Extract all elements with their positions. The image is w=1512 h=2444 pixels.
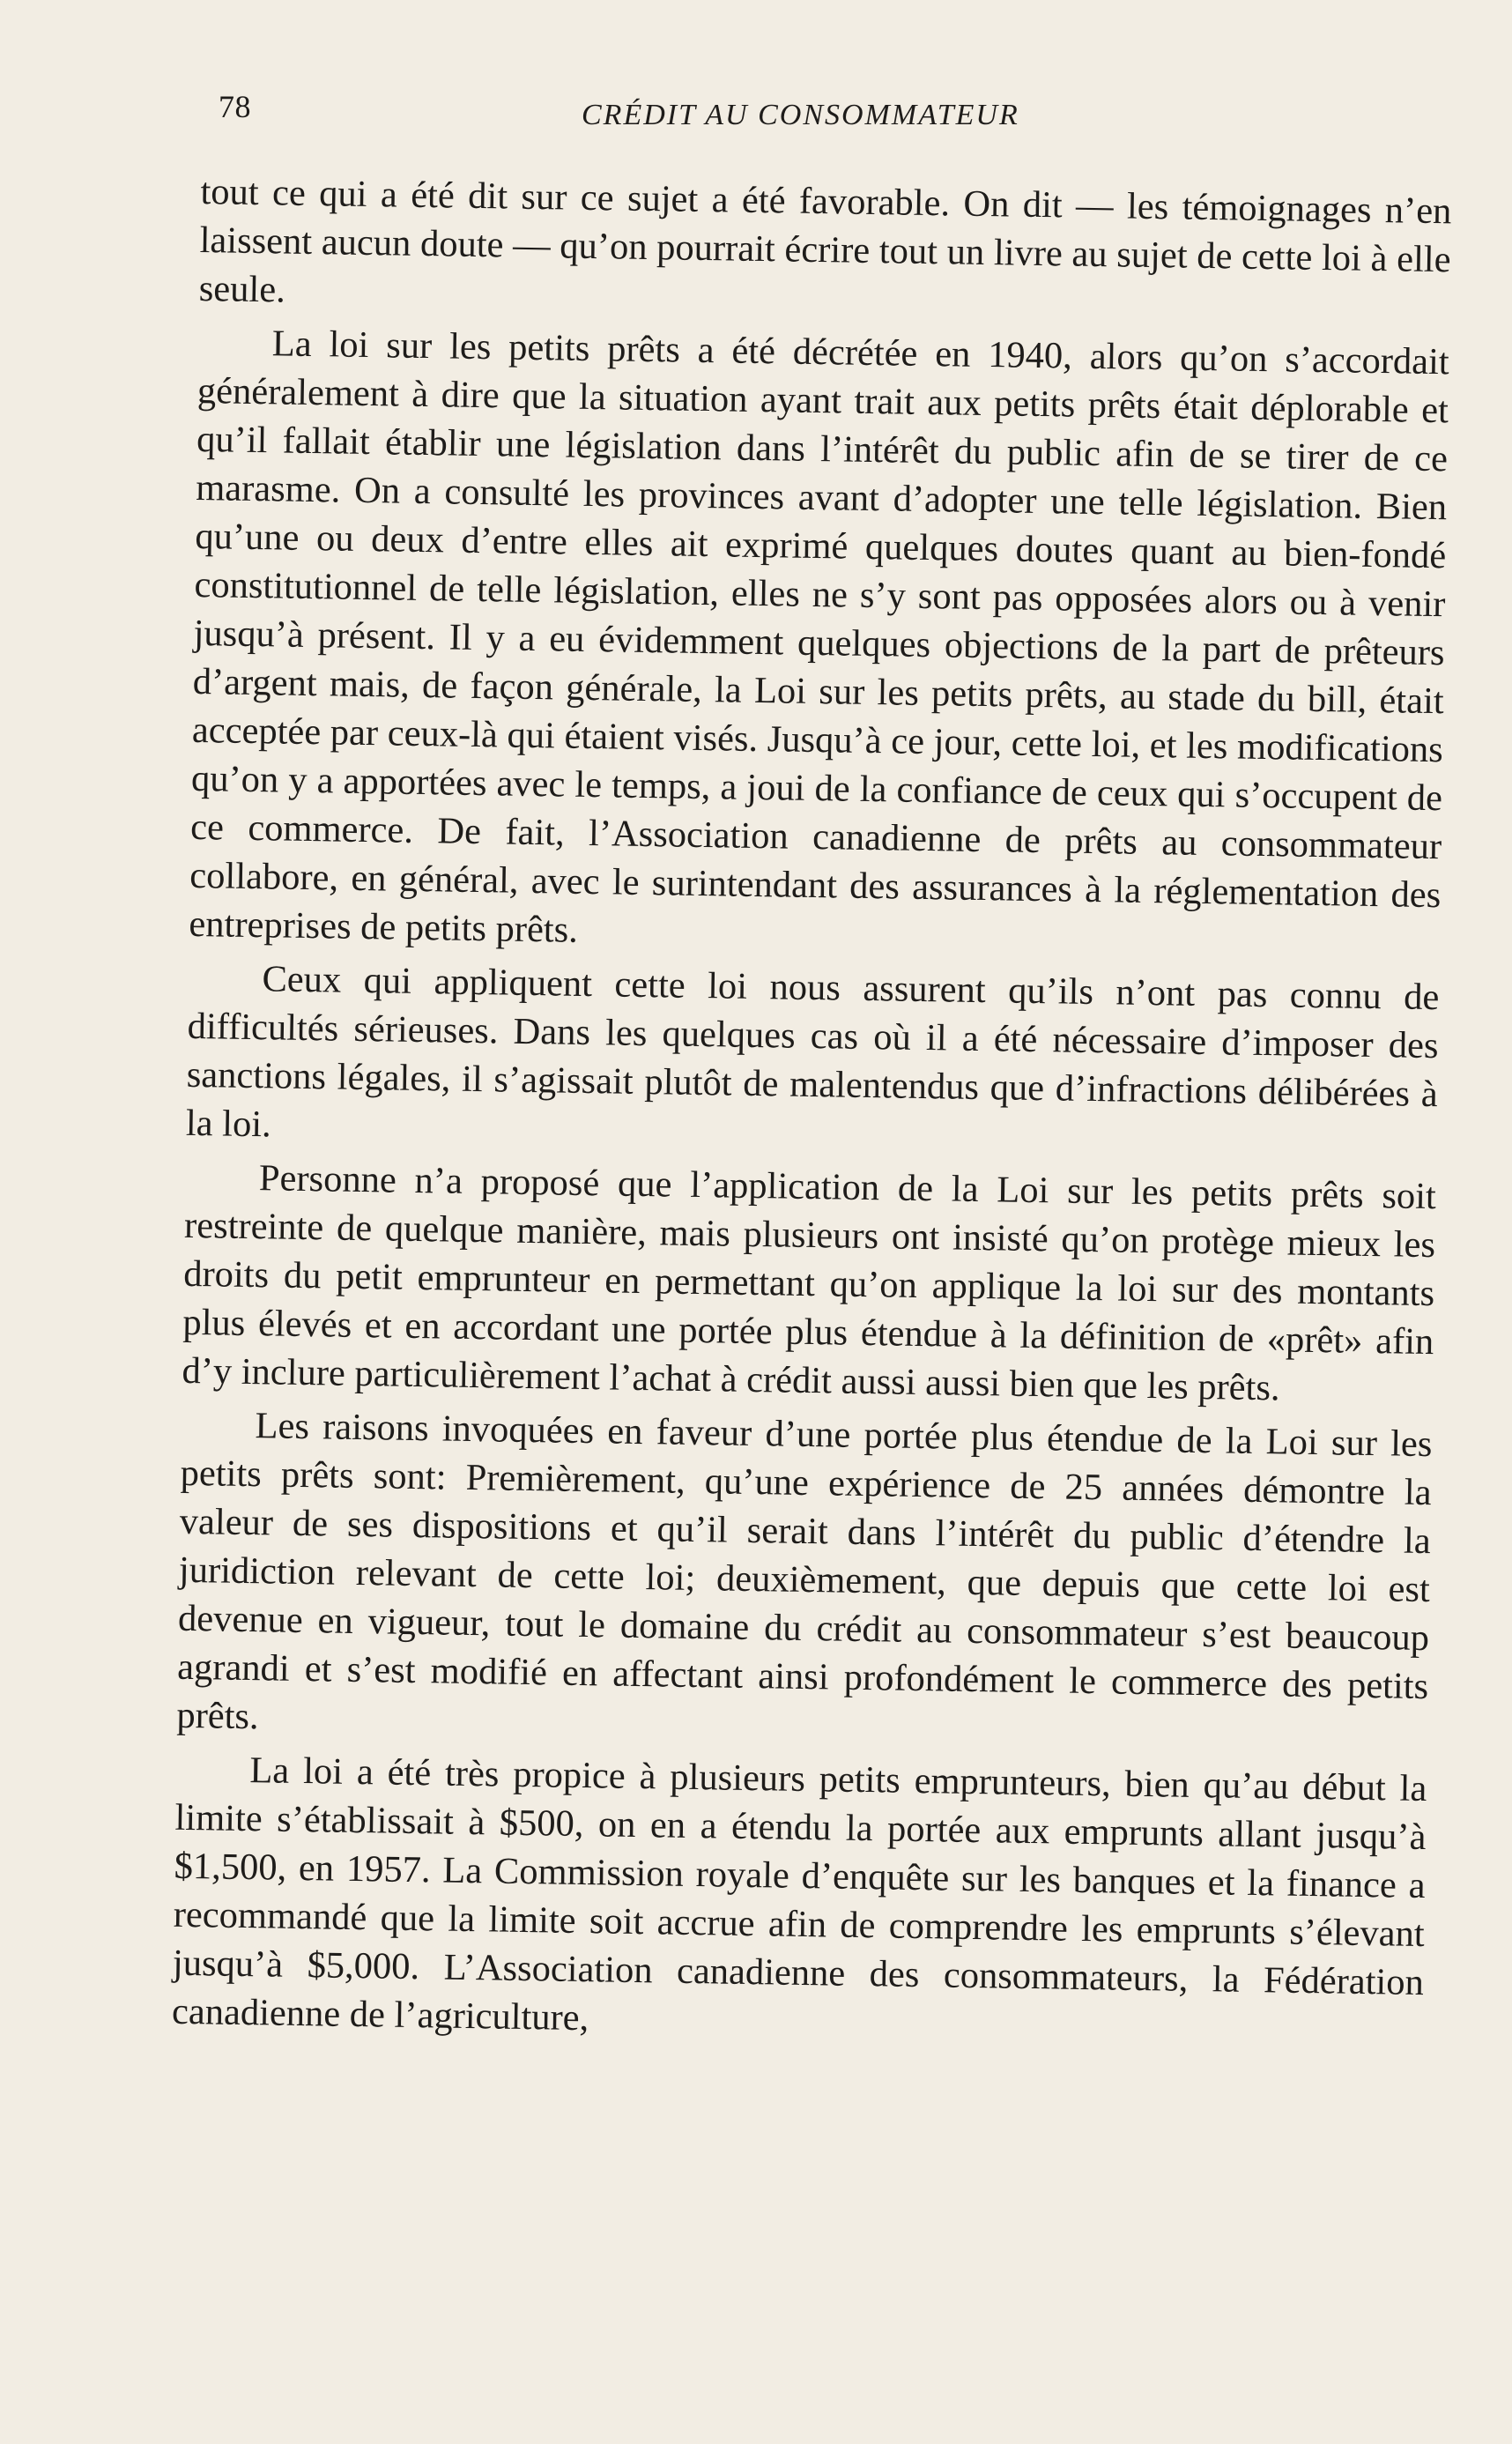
page-number: 78 — [219, 89, 251, 124]
paragraph: La loi a été très propice à plusieurs petits emprunteurs, bien qu’au début la limite s’établissait à $500, on en a étendu la portée aux emprunts allant jusqu’à $1,500, en 1957. La Commission royale d’enquête sur les banques et la finance a recommandé que la limite soit accrue afin de comprendre les emprunts s’élevant jusqu’à $5,000. L’Association canadienne des consommateurs, la Fédération canadienne de l’agriculture, — [171, 1749, 1427, 2039]
paragraph: Ceux qui appliquent cette loi nous assurent qu’ils n’ont pas connu de difficultés sérieuses. Dans les quelques cas où il a été nécessaire d’imposer des sanctions légales, il s’agissait plutôt de malentendus que d’infractions délibérées à la loi. — [185, 958, 1440, 1146]
paragraph: Personne n’a proposé que l’application de la Loi sur les petits prêts soit restreinte de quelque manière, mais plusieurs ont insisté qu’on protège mieux les droits du petit emprunteur en permettant qu’on applique la loi sur des montants plus élevés et en accordant une portée plus étendue à la définition de «prêt» afin d’y inclure particulièrement l’achat à crédit aussi aussi bien que les prêts. — [182, 1157, 1437, 1409]
paragraph-continued: tout ce qui a été dit sur ce sujet a été favorable. On dit — les témoignages n’en laissent aucun doute — qu’on pourrait écrire tout un livre au sujet de cette loi à elle seule. — [198, 170, 1452, 311]
running-title: CRÉDIT AU CONSOMMATEUR — [582, 99, 1019, 131]
body-text — [172, 167, 1452, 2055]
paragraph: La loi sur les petits prêts a été décrétée en 1940, alors qu’on s’accordait généralement à dire que la situation ayant trait aux petits prêts était déplorable et qu’il fallait établir une législation dans l’intérêt du public afin de se tirer de ce marasme. On a consulté les provinces avant d’adopter une telle législation. Bien qu’une ou deux d’entre elles ait exprimé quelques doutes quant au bien-fondé constitutionnel de telle législation, elles ne s’y sont pas opposées alors ou à venir jusqu’à présent. Il y a eu évidemment quelques objections de la part de prêteurs d’argent mais, de façon générale, la Loi sur les petits prêts, au stade du bill, était acceptée par ceux-là qui étaient visés. Jusqu’à ce jour, cette loi, et les modifications qu’on y a apportées avec le temps, a joui de la confiance de ceux qui s’occupent de ce commerce. De fait, l’Association canadienne de prêts au consommateur collabore, en général, avec le surintendant des assurances à la réglementation des entreprises de petits prêts. — [189, 323, 1450, 951]
paragraph: Les raisons invoquées en faveur d’une portée plus étendue de la Loi sur les petits prêts sont: Premièrement, qu’une expérience de 25 années démontre la valeur de ses dispositions et qu’il serait dans l’intérêt du public d’étendre la juridiction relevant de cette loi; deuxièmement, que depuis que cette loi est devenue en vigueur, tout le domaine du crédit au consommateur s’est beaucoup agrandi et s’est modifié en affectant ainsi profondément le commerce des petits prêts. — [176, 1405, 1433, 1738]
